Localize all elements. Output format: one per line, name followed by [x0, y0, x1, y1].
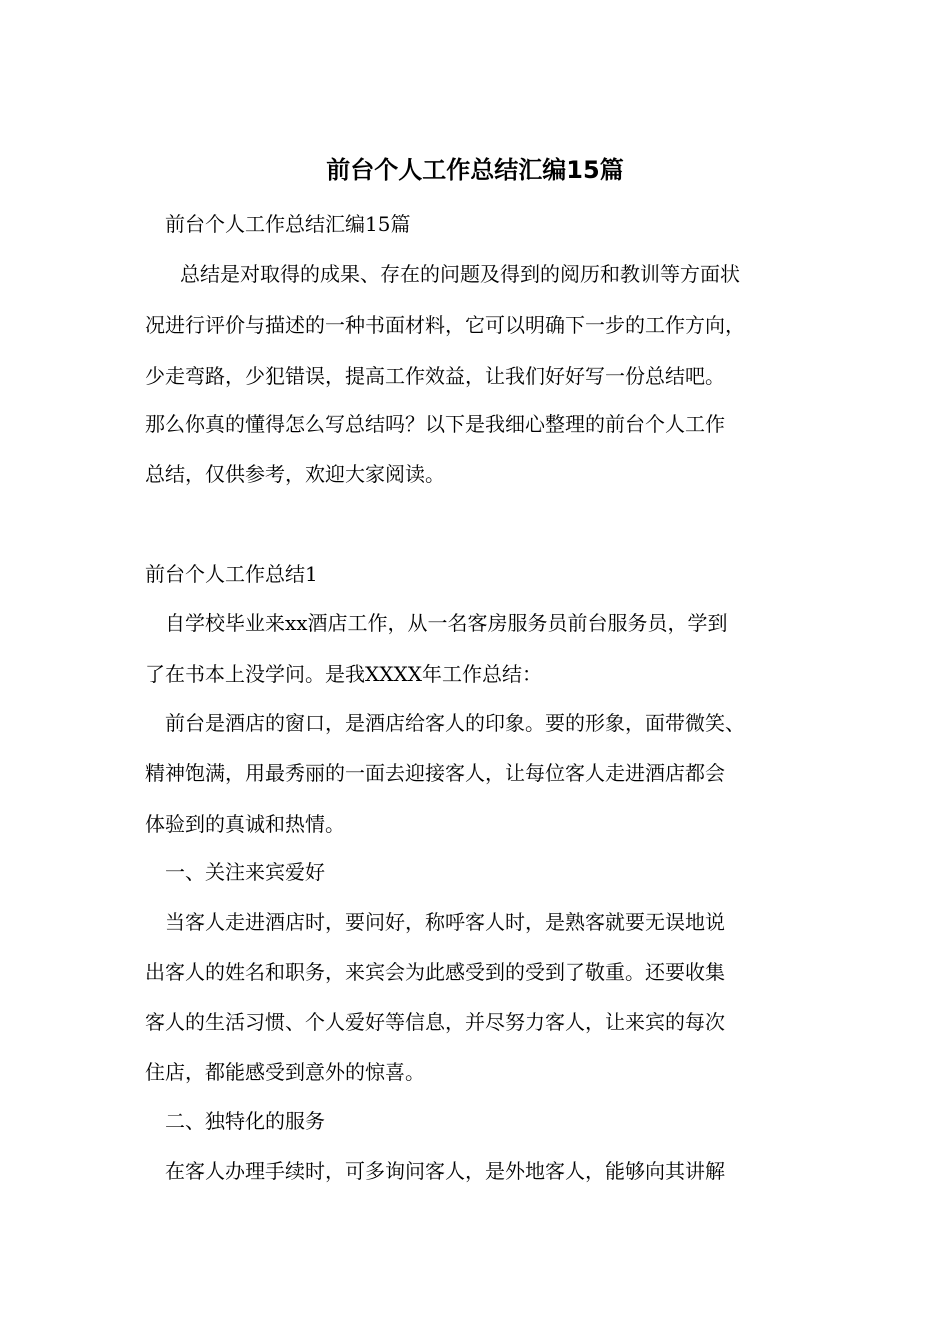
- paragraph-line: 自学校毕业来xx酒店工作，从一名客房服务员前台服务员，学到: [165, 611, 728, 635]
- subsection-heading: 二、独特化的服务: [165, 1109, 325, 1133]
- paragraph-line: 总结是对取得的成果、存在的问题及得到的阅历和教训等方面状: [180, 262, 740, 286]
- paragraph-line: 总结，仅供参考，欢迎大家阅读。: [145, 462, 445, 486]
- paragraph-line: 在客人办理手续时，可多询问客人，是外地客人，能够向其讲解: [165, 1159, 725, 1183]
- document-title: 前台个人工作总结汇编15篇: [326, 156, 624, 184]
- paragraph-line: 那么你真的懂得怎么写总结吗？以下是我细心整理的前台个人工作: [145, 412, 725, 436]
- paragraph-line: 了在书本上没学问。是我XXXX年工作总结：: [145, 662, 542, 686]
- paragraph-line: 体验到的真诚和热情。: [145, 812, 345, 836]
- paragraph-line: 少走弯路，少犯错误，提高工作效益，让我们好好写一份总结吧。: [145, 364, 725, 388]
- paragraph-line: 住店，都能感受到意外的惊喜。: [145, 1060, 425, 1084]
- subsection-heading: 一、关注来宾爱好: [165, 860, 325, 884]
- paragraph-line: 前台是酒店的窗口，是酒店给客人的印象。要的形象，面带微笑、: [165, 711, 745, 735]
- paragraph-line: 客人的生活习惯、个人爱好等信息，并尽努力客人，让来宾的每次: [145, 1010, 725, 1034]
- paragraph-line: 当客人走进酒店时，要问好，称呼客人时，是熟客就要无误地说: [165, 910, 725, 934]
- paragraph-line: 精神饱满，用最秀丽的一面去迎接客人，让每位客人走进酒店都会: [145, 761, 725, 785]
- section-heading: 前台个人工作总结1: [145, 562, 318, 586]
- subtitle-line: 前台个人工作总结汇编15篇: [165, 212, 411, 236]
- paragraph-line: 出客人的姓名和职务，来宾会为此感受到的受到了敬重。还要收集: [145, 960, 725, 984]
- paragraph-line: 况进行评价与描述的一种书面材料，它可以明确下一步的工作方向，: [145, 313, 745, 337]
